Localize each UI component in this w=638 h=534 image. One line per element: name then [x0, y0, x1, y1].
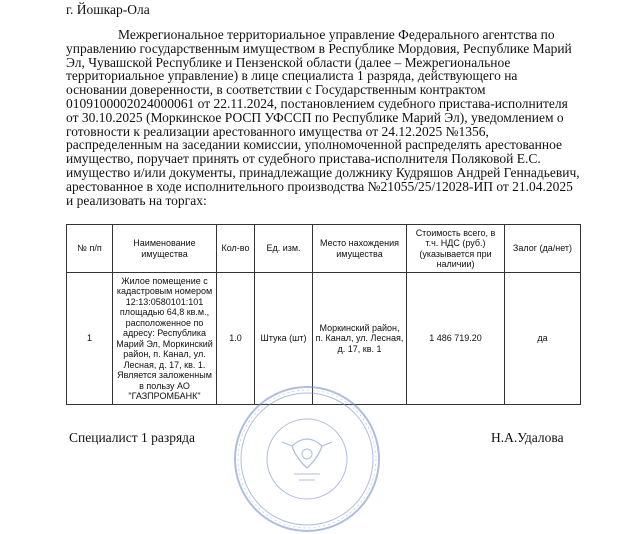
- header-unit: Ед. изм.: [255, 225, 313, 273]
- table-header-row: [67, 225, 581, 273]
- cell-name: Жилое помещение с кадастровым номером 12:13:0580101:101 площадью 64,8 кв.м., расположенное по адресу: Республика Марий Эл, Моркинский район, п. Канал, ул. Лесная, д. 17, кв. 1. Является заложенным в пользу АО "ГАЗПРОМБАНК": [113, 273, 217, 405]
- header-cost: Стоимость всего, в т.ч. НДС (руб.) (указывается при наличии): [407, 225, 505, 273]
- cell-location: Моркинский район, п. Канал, ул. Лесная, д. 17, кв. 1: [313, 273, 407, 405]
- cell-unit: Штука (шт): [255, 273, 313, 405]
- header-qty: Кол-во: [217, 225, 255, 273]
- order-paragraph: [66, 28, 580, 207]
- city-line: г. Йошкар-Ола: [66, 2, 150, 17]
- cell-pledge: да: [505, 273, 581, 405]
- cell-cost: 1 486 719.20: [407, 273, 505, 405]
- signer-name: Н.А.Удалова: [491, 430, 564, 445]
- header-location: Место нахождения имущества: [313, 225, 407, 273]
- header-name: Наименование имущества: [113, 225, 217, 273]
- cell-qty: 1.0: [217, 273, 255, 405]
- signer-position: Специалист 1 разряда: [69, 430, 196, 445]
- header-pledge: Залог (да/нет): [505, 225, 581, 273]
- property-table: [66, 224, 581, 405]
- official-seal-icon: [232, 384, 382, 534]
- header-num: № п/п: [67, 225, 113, 273]
- order-text: Межрегиональное территориальное управление Федерального агентства по управлению государственным имуществом в Республике Мордовия, Республике Марий Эл, Чувашской Республике и Пензенской области (далее – Межрегиональное территориальное управление) в лице специалиста 1 разряда, действующего на основании доверенности, в соответствии с Государственным контрактом 0109100002024000061 от 22.11.2024, постановлением судебного пристава-исполнителя от 30.10.2025 (Моркинское РОСП УФССП по Республике Марий Эл), уведомлением о готовности к реализации арестованного имущества от 24.12.2025 №1356, распределенным на заседании комиссии, уполномоченной распределять арестованное имущество, поручает принять от судебного пристава-исполнителя Поляковой Е.С. имущество и/или документы, принадлежащие должнику Кудряшов Андрей Геннадьевич, арестованное в ходе исполнительного производства №21055/25/12028-ИП от 21.04.2025 и реализовать на торгах:: [66, 27, 580, 208]
- cell-num: 1: [67, 273, 113, 405]
